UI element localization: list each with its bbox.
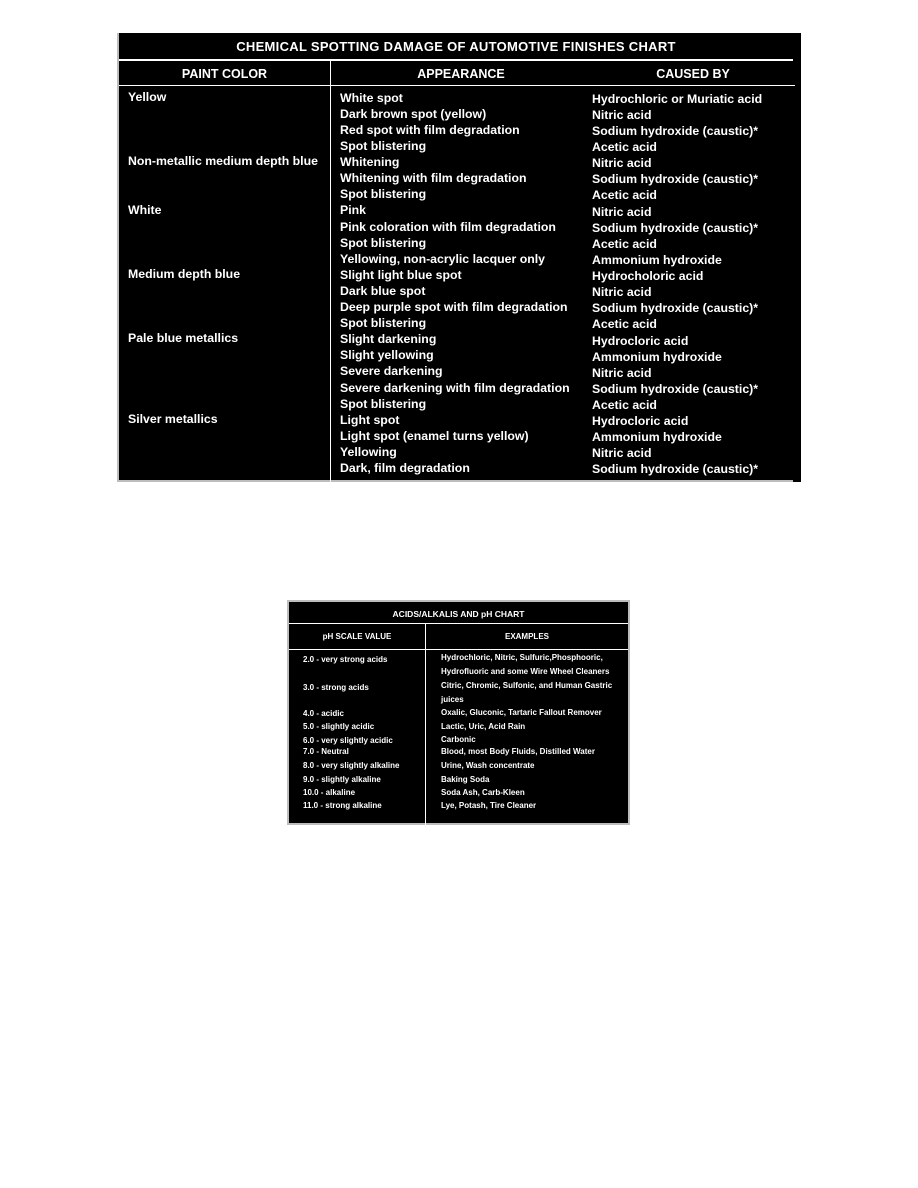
caused-by-cell: Acetic acid [592,188,657,202]
ph-value-cell: 10.0 - alkaline [303,788,356,797]
caused-by-cell: Acetic acid [592,237,657,251]
appearance-cell: Deep purple spot with film degradation [340,300,568,314]
appearance-cell: Light spot (enamel turns yellow) [340,429,529,443]
appearance-cell: Spot blistering [340,236,427,250]
header-caused-by: CAUSED BY [591,61,795,86]
appearance-cell: Dark brown spot (yellow) [340,107,487,121]
ph-value-cell: 9.0 - slightly alkaline [303,775,381,784]
caused-by-cell: Acetic acid [592,317,657,331]
example-cell: Urine, Wash concentrate [441,761,535,770]
example-cell: Citric, Chromic, Sulfonic, and Human Gastric [441,681,613,690]
appearance-cell: Severe darkening with film degradation [340,381,570,395]
ph-value-cell: 6.0 - very slightly acidic [303,736,393,745]
caused-by-cell: Nitric acid [592,108,652,122]
chemical-spotting-chart [117,33,793,482]
caused-by-cell: Nitric acid [592,205,652,219]
ph-value-cell: 3.0 - strong acids [303,683,369,692]
chart1-edge [793,33,801,482]
column-divider [330,61,331,482]
caused-by-cell: Ammonium hydroxide [592,430,722,444]
header-divider [119,85,793,86]
chart1-title: CHEMICAL SPOTTING DAMAGE OF AUTOMOTIVE FINISHES CHART [119,33,793,61]
appearance-cell: Dark, film degradation [340,461,470,475]
caused-by-cell: Nitric acid [592,156,652,170]
ph-value-cell: 11.0 - strong alkaline [303,801,382,810]
appearance-cell: Light spot [340,413,400,427]
chart2-title: ACIDS/ALKALIS AND pH CHART [289,602,628,624]
caused-by-cell: Sodium hydroxide (caustic)* [592,172,759,186]
ph-value-cell: 2.0 - very strong acids [303,655,388,664]
appearance-cell: Pink coloration with film degradation [340,220,556,234]
example-cell: Hydrochloric, Nitric, Sulfuric,Phosphooric, [441,653,603,662]
caused-by-cell: Hydrocholoric acid [592,269,704,283]
appearance-cell: Yellowing, non-acrylic lacquer only [340,252,546,266]
example-cell: Lactic, Uric, Acid Rain [441,722,526,731]
appearance-cell: Yellowing [340,445,397,459]
caused-by-cell: Ammonium hydroxide [592,253,722,267]
caused-by-cell: Sodium hydroxide (caustic)* [592,382,759,396]
appearance-cell: Slight darkening [340,332,437,346]
caused-by-cell: Acetic acid [592,398,657,412]
example-cell: Carbonic [441,735,476,744]
header-ph-scale-value: pH SCALE VALUE [322,632,392,641]
header-appearance: APPEARANCE [331,61,591,86]
appearance-cell: Severe darkening [340,364,443,378]
caused-by-cell: Ammonium hydroxide [592,350,722,364]
appearance-cell: Spot blistering [340,187,427,201]
appearance-cell: Spot blistering [340,397,427,411]
ph-value-cell: 5.0 - slightly acidic [303,722,375,731]
caused-by-cell: Hydrocloric acid [592,414,689,428]
caused-by-cell: Nitric acid [592,446,652,460]
paint-color-cell: Yellow [128,90,167,104]
paint-color-cell: Silver metallics [128,412,218,426]
ph-value-cell: 8.0 - very slightly alkaline [303,761,400,770]
acids-alkalis-ph-chart [287,600,630,825]
paint-color-cell: White [128,203,162,217]
ph-value-cell: 7.0 - Neutral [303,747,349,756]
caused-by-cell: Sodium hydroxide (caustic)* [592,124,759,138]
header-examples: EXAMPLES [504,632,549,641]
header-paint-color: PAINT COLOR [119,61,330,86]
paint-color-cell: Medium depth blue [128,267,241,281]
example-cell: juices [441,695,464,704]
appearance-cell: Slight yellowing [340,348,434,362]
ph-value-cell: 4.0 - acidic [303,709,344,718]
caused-by-cell: Sodium hydroxide (caustic)* [592,221,759,235]
example-cell: Soda Ash, Carb-Kleen [441,788,525,797]
example-cell: Baking Soda [441,775,490,784]
example-cell: Blood, most Body Fluids, Distilled Water [441,747,595,756]
paint-color-cell: Pale blue metallics [128,331,239,345]
appearance-cell: Spot blistering [340,139,427,153]
column-divider [425,624,426,825]
caused-by-cell: Nitric acid [592,366,652,380]
appearance-cell: Red spot with film degradation [340,123,520,137]
example-cell: Hydrofluoric and some Wire Wheel Cleaners [441,667,610,676]
example-cell: Oxalic, Gluconic, Tartaric Fallout Remover [441,708,602,717]
caused-by-cell: Hydrocloric acid [592,334,689,348]
caused-by-cell: Sodium hydroxide (caustic)* [592,301,759,315]
paint-color-cell: Non-metallic medium depth blue [128,154,318,168]
appearance-cell: Whitening [340,155,400,169]
appearance-cell: Pink [340,203,366,217]
appearance-cell: Dark blue spot [340,284,426,298]
appearance-cell: White spot [340,91,403,105]
appearance-cell: Spot blistering [340,316,427,330]
appearance-cell: Slight light blue spot [340,268,462,282]
header-divider [289,649,628,650]
caused-by-cell: Sodium hydroxide (caustic)* [592,462,759,476]
example-cell: Lye, Potash, Tire Cleaner [441,801,537,810]
caused-by-cell: Hydrochloric or Muriatic acid [592,92,763,106]
caused-by-cell: Nitric acid [592,285,652,299]
caused-by-cell: Acetic acid [592,140,657,154]
appearance-cell: Whitening with film degradation [340,171,527,185]
